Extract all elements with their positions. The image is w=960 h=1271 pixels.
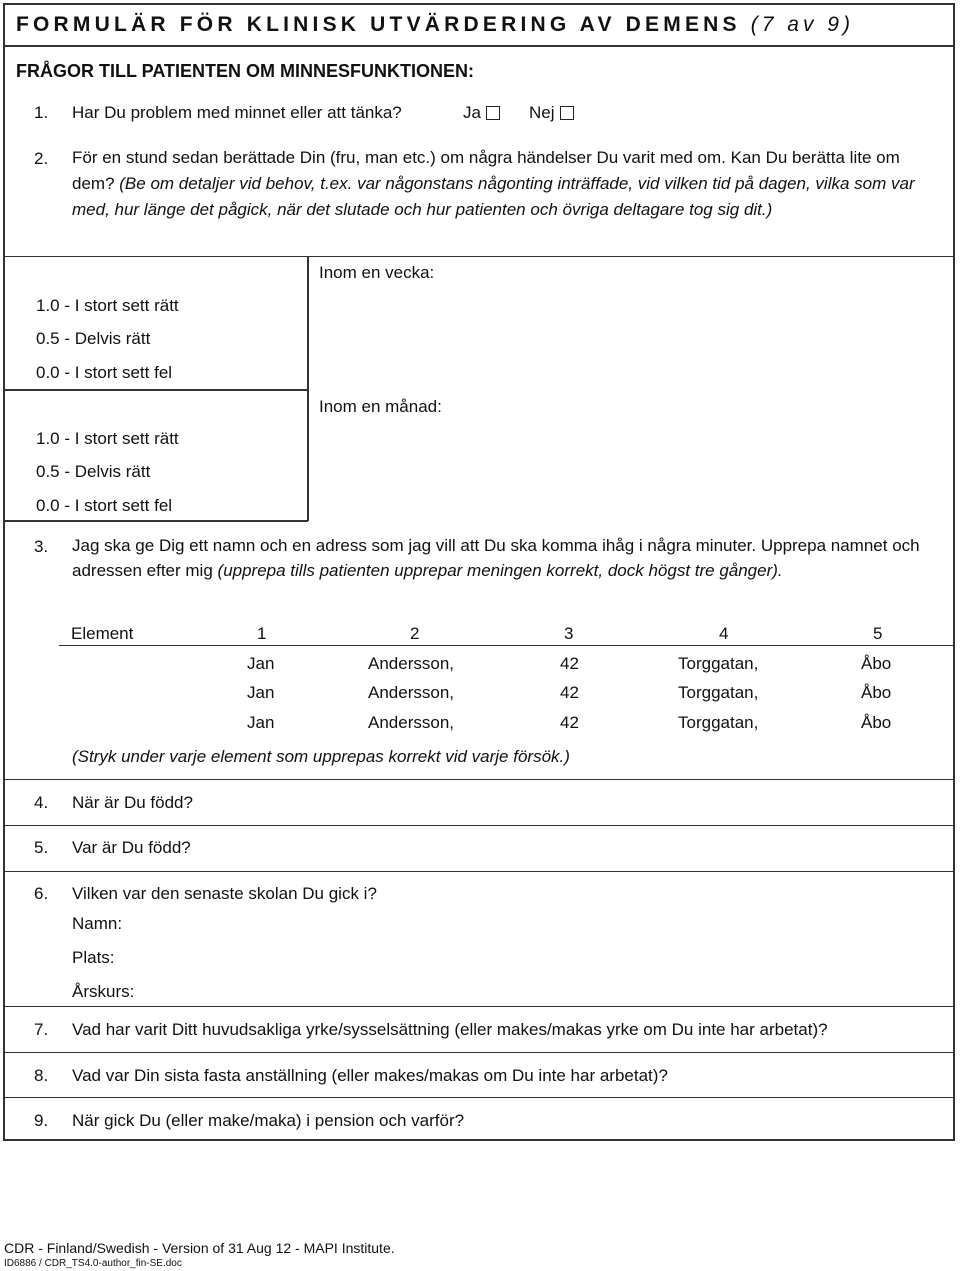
q4-number: 4. (34, 793, 49, 812)
q7-divider (3, 1052, 955, 1053)
q8-text: Vad var Din sista fasta anställning (eller makes/makas om Du inte har arbetat)? (72, 1066, 668, 1085)
q9-text: När gick Du (eller make/maka) i pension och varför? (72, 1111, 465, 1130)
week-score-1[interactable]: 1.0 - I stort sett rätt (36, 296, 179, 315)
q4-text: När är Du född? (72, 793, 193, 812)
q2-grid-divider (3, 256, 955, 257)
q6-field-name[interactable]: Namn: (72, 914, 123, 933)
footer-version: CDR - Finland/Swedish - Version of 31 Aug 12 - MAPI Institute. (4, 1240, 395, 1256)
table-cell[interactable]: Torggatan, (678, 654, 759, 673)
q8-divider (3, 1097, 955, 1098)
q3-instruction: (Stryk under varje element som upprepas korrekt vid varje försök.) (72, 747, 570, 766)
week-label: Inom en vecka: (319, 263, 435, 282)
q2-text: För en stund sedan berättade Din (fru, man etc.) om några händelser Du varit med om. Kan Du berätta lite om dem? (Be om detaljer vid behov, t.ex. var någonstans någonting inträffade, vid vilken tid på dagen, vilka som var med, hur länge det pågick, när det slutade och hur patienten och övriga deltagare tog sig dit.) (72, 148, 915, 219)
month-score-3[interactable]: 0.0 - I stort sett fel (36, 496, 173, 515)
month-score-1[interactable]: 1.0 - I stort sett rätt (36, 429, 179, 448)
table-header-rule (59, 645, 955, 646)
table-cell[interactable]: Andersson, (368, 654, 454, 673)
q5-number: 5. (34, 838, 49, 857)
table-header-2: 2 (410, 624, 420, 643)
q6-divider (3, 1006, 955, 1007)
week-score-3[interactable]: 0.0 - I stort sett fel (36, 363, 173, 382)
yes-checkbox[interactable] (486, 106, 500, 120)
table-cell[interactable]: Torggatan, (678, 713, 759, 732)
q6-number: 6. (34, 884, 49, 903)
table-cell[interactable]: Andersson, (368, 683, 454, 702)
table-cell[interactable]: Åbo (861, 683, 892, 702)
table-cell[interactable]: Andersson, (368, 713, 454, 732)
no-checkbox[interactable] (560, 106, 574, 120)
footer-doc-id: ID6886 / CDR_TS4.0-author_fin-SE.doc (4, 1258, 182, 1269)
q6-field-place[interactable]: Plats: (72, 948, 115, 967)
q9-number: 9. (34, 1111, 49, 1130)
table-header-3: 3 (564, 624, 574, 643)
table-header-5: 5 (873, 624, 883, 643)
q1-text: Har Du problem med minnet eller att tänka? (72, 103, 402, 122)
q7-number: 7. (34, 1020, 49, 1039)
table-header-4: 4 (719, 624, 729, 643)
table-cell[interactable]: Jan (247, 683, 275, 702)
month-score-2[interactable]: 0.5 - Delvis rätt (36, 462, 151, 481)
q2-number: 2. (34, 149, 49, 168)
table-cell[interactable]: 42 (560, 713, 579, 732)
q7-text: Vad har varit Ditt huvudsakliga yrke/sysselsättning (eller makes/makas yrke om Du inte har arbetat)? (72, 1020, 828, 1039)
q5-text: Var är Du född? (72, 838, 191, 857)
q4-divider (3, 825, 955, 826)
month-label: Inom en månad: (319, 397, 442, 416)
form-title: FORMULÄR FÖR KLINISK UTVÄRDERING AV DEMENS (7 av 9) (16, 13, 854, 36)
q3-divider (3, 779, 955, 780)
q2-score-bottom (3, 520, 308, 522)
q6-text: Vilken var den senaste skolan Du gick i? (72, 884, 377, 903)
q2-note: (Be om detaljer vid behov, t.ex. var någonstans någonting inträffade, vid vilken tid på dagen, vilka som var med, hur länge det pågick, när det slutade och hur patienten och övriga deltagare tog sig dit.) (72, 174, 915, 219)
q1-yes-option[interactable]: Ja (463, 104, 500, 121)
q5-divider (3, 871, 955, 872)
header-divider (3, 45, 955, 47)
table-cell[interactable]: Åbo (861, 654, 892, 673)
week-score-2[interactable]: 0.5 - Delvis rätt (36, 329, 151, 348)
page-indicator: (7 av 9) (750, 13, 854, 36)
table-cell[interactable]: Torggatan, (678, 683, 759, 702)
table-cell[interactable]: 42 (560, 654, 579, 673)
q2-score-divider (3, 389, 308, 391)
q1-no-option[interactable]: Nej (529, 104, 574, 121)
table-cell[interactable]: Jan (247, 713, 275, 732)
table-cell[interactable]: Åbo (861, 713, 892, 732)
table-cell[interactable]: 42 (560, 683, 579, 702)
q6-field-grade[interactable]: Årskurs: (72, 982, 135, 1001)
table-header-1: 1 (257, 624, 267, 643)
table-header-element: Element (71, 624, 134, 643)
q1-number: 1. (34, 103, 49, 122)
q3-text: Jag ska ge Dig ett namn och en adress som jag vill att Du ska komma ihåg i några minuter. Upprepa namnet och adressen efter mig (upprepa tills patienten upprepar meningen korrekt, dock högst tre gånger). (72, 536, 920, 580)
section-title: FRÅGOR TILL PATIENTEN OM MINNESFUNKTIONEN: (16, 61, 474, 81)
q8-number: 8. (34, 1066, 49, 1085)
table-cell[interactable]: Jan (247, 654, 275, 673)
q3-note: (upprepa tills patienten upprepar meningen korrekt, dock högst tre gånger). (217, 561, 783, 580)
q3-number: 3. (34, 537, 49, 556)
